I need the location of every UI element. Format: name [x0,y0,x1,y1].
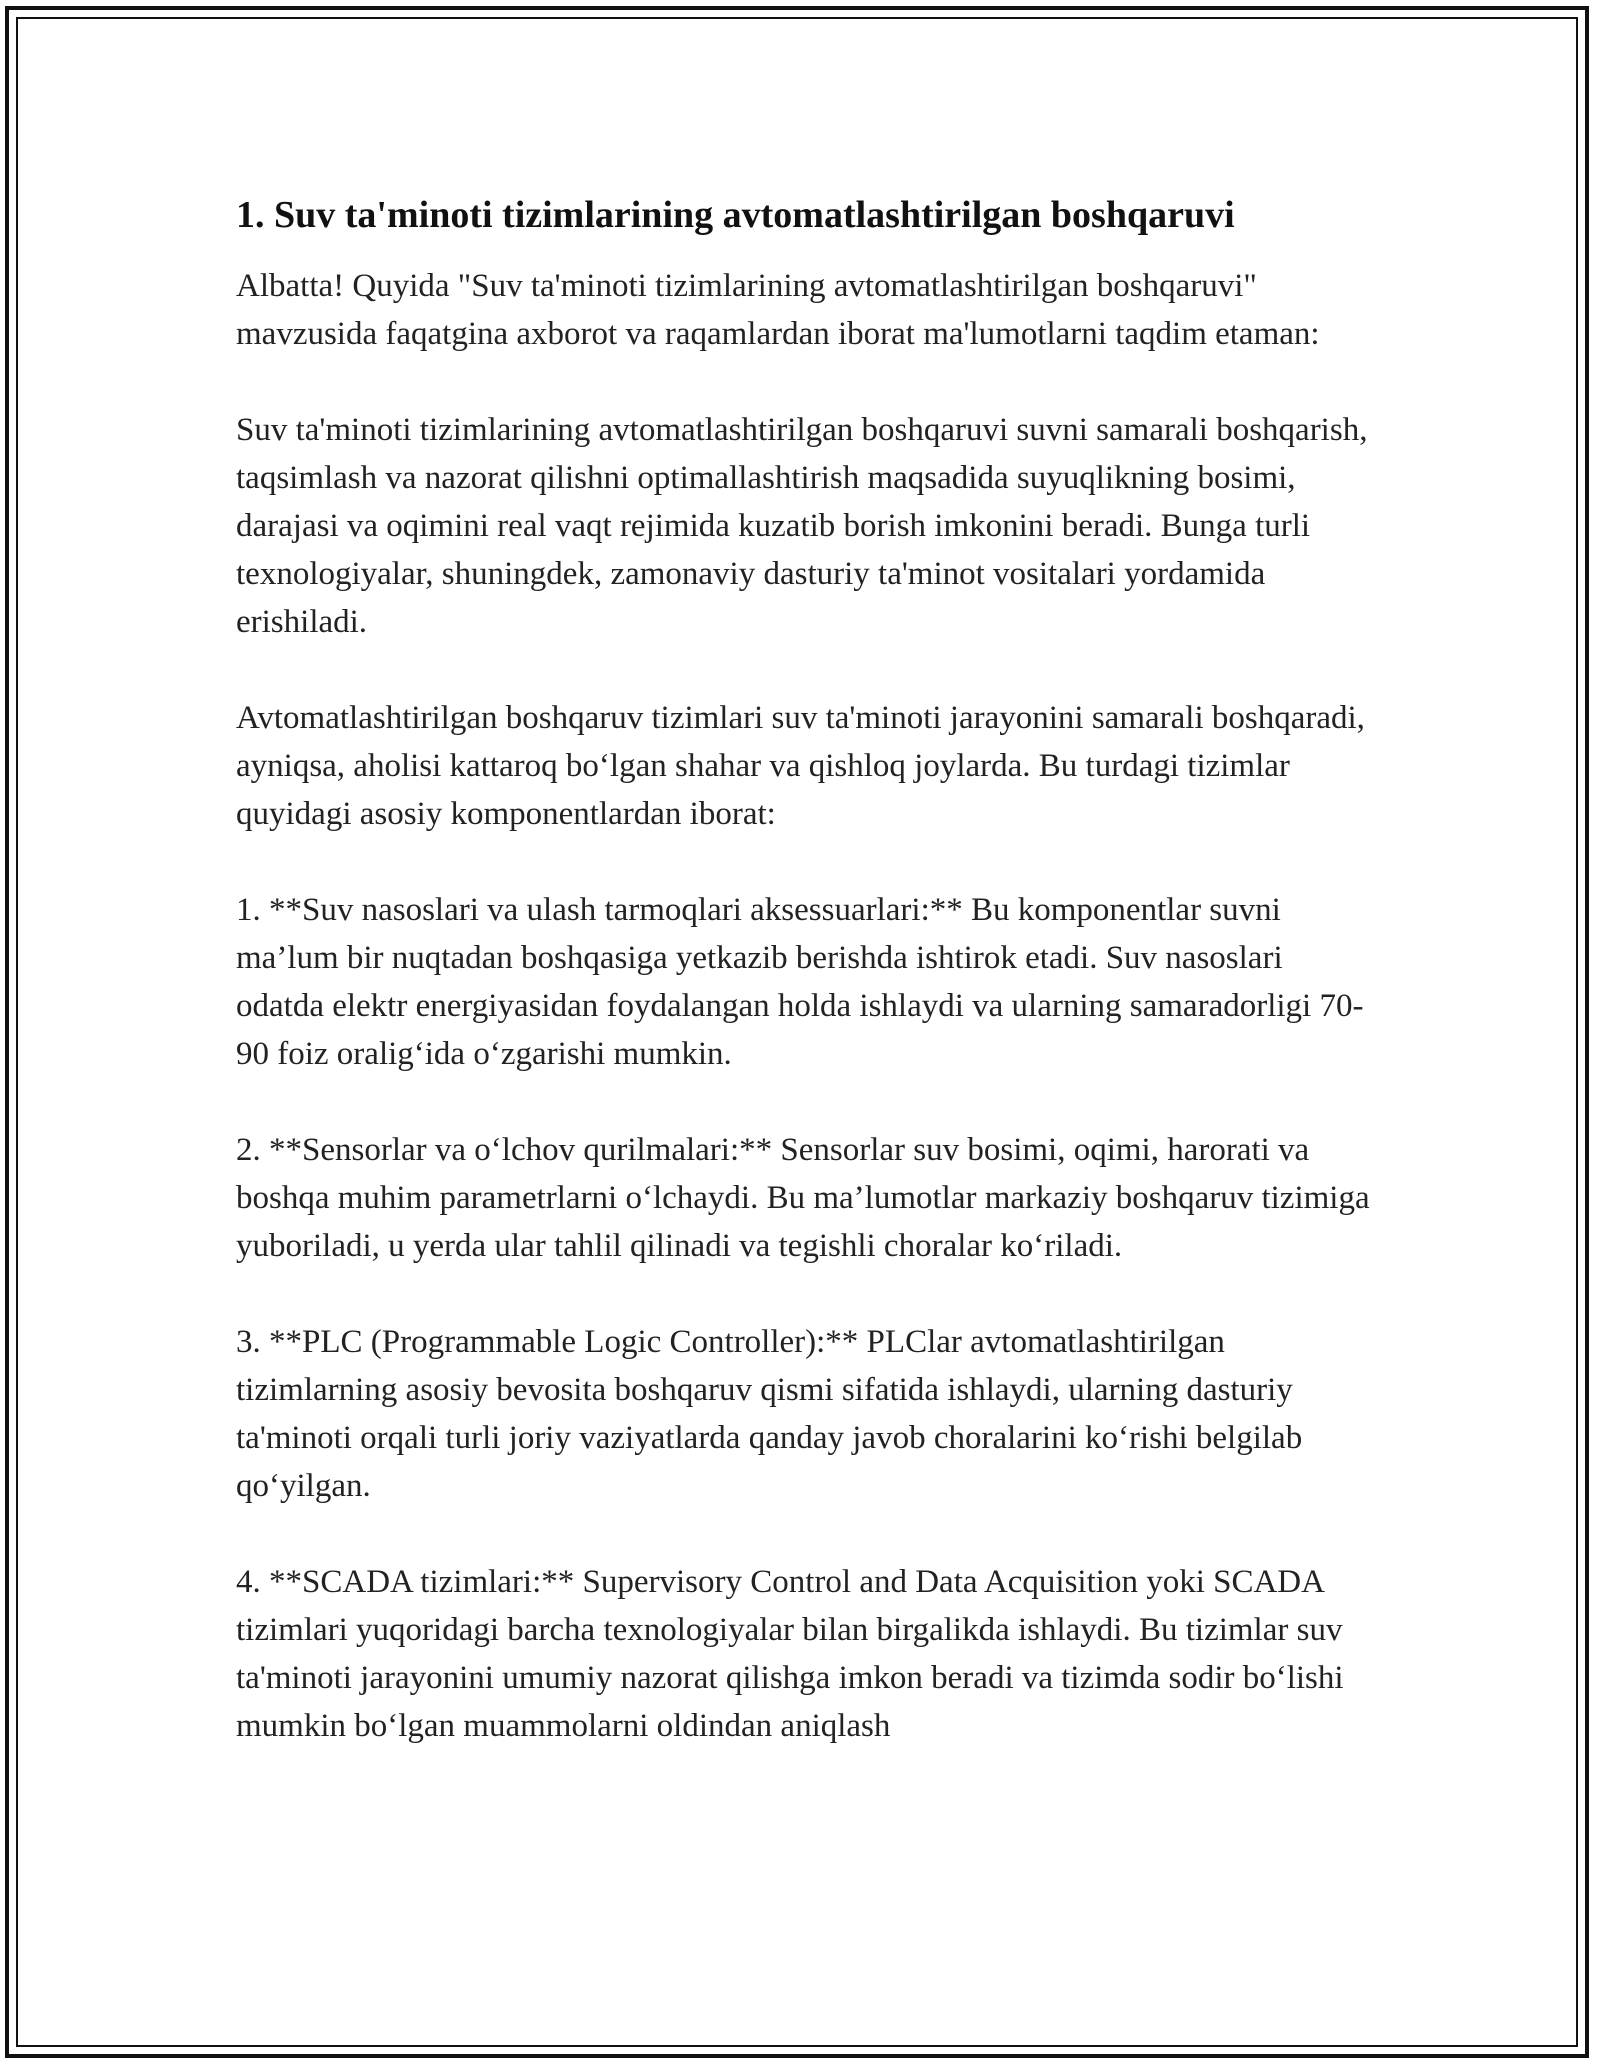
overview-paragraph: Suv ta'minoti tizimlarining avtomatlashtirilgan boshqaruvi suvni samarali boshqarish, taqsimlash va nazorat qilishni optimallashtirish maqsadida suyuqlikning bosimi, darajasi va oqimini real vaqt rejimida kuzatib borish imkonini beradi. Bunga turli texnologiyalar, shuningdek, zamonaviy dasturiy ta'minot vositalari yordamida erishiladi. [236,412,1368,640]
document-title: 1. Suv ta'minoti tizimlarining avtomatlashtirilgan boshqaruvi [236,194,1235,236]
document-body [236,184,1376,1750]
list-item-sensors: 2. **Sensorlar va o‘lchov qurilmalari:** Sensorlar suv bosimi, oqimi, harorati va boshqa muhim parametrlarni o‘lchaydi. Bu ma’lumotlar markaziy boshqaruv tizimiga yuboriladi, u yerda ular tahlil qilinadi va tegishli choralar ko‘riladi. [236,1132,1370,1264]
intro-paragraph: Albatta! Quyida "Suv ta'minoti tizimlarining avtomatlashtirilgan boshqaruvi" mavzusida faqatgina axborot va raqamlardan iborat ma'lumotlarni taqdim etaman: [236,268,1320,352]
list-item-plc: 3. **PLC (Programmable Logic Controller):** PLClar avtomatlashtirilgan tizimlarning asosiy bevosita boshqaruv qismi sifatida ishlaydi, ularning dasturiy ta'minoti orqali turli joriy vaziyatlarda qanday javob choralarini ko‘rishi belgilab qo‘yilgan. [236,1324,1303,1504]
list-item-scada: 4. **SCADA tizimlari:** Supervisory Control and Data Acquisition yoki SCADA tizimlari yuqoridagi barcha texnologiyalar bilan birgalikda ishlaydi. Bu tizimlar suv ta'minoti jarayonini umumiy nazorat qilishga imkon beradi va tizimda sodir bo‘lishi mumkin bo‘lgan muammolarni oldindan aniqlash [236,1564,1344,1744]
list-item-pumps: 1. **Suv nasoslari va ulash tarmoqlari aksessuarlari:** Bu komponentlar suvni ma’lum bir nuqtadan boshqasiga yetkazib berishda ishtirok etadi. Suv nasoslari odatda elektr energiyasidan foydalangan holda ishlaydi va ularning samaradorligi 70-90 foiz oralig‘ida o‘zgarishi mumkin. [236,892,1364,1072]
components-intro-paragraph: Avtomatlashtirilgan boshqaruv tizimlari suv ta'minoti jarayonini samarali boshqaradi, ayniqsa, aholisi kattaroq bo‘lgan shahar va qishloq joylarda. Bu turdagi tizimlar quyidagi asosiy komponentlardan iborat: [236,700,1365,832]
